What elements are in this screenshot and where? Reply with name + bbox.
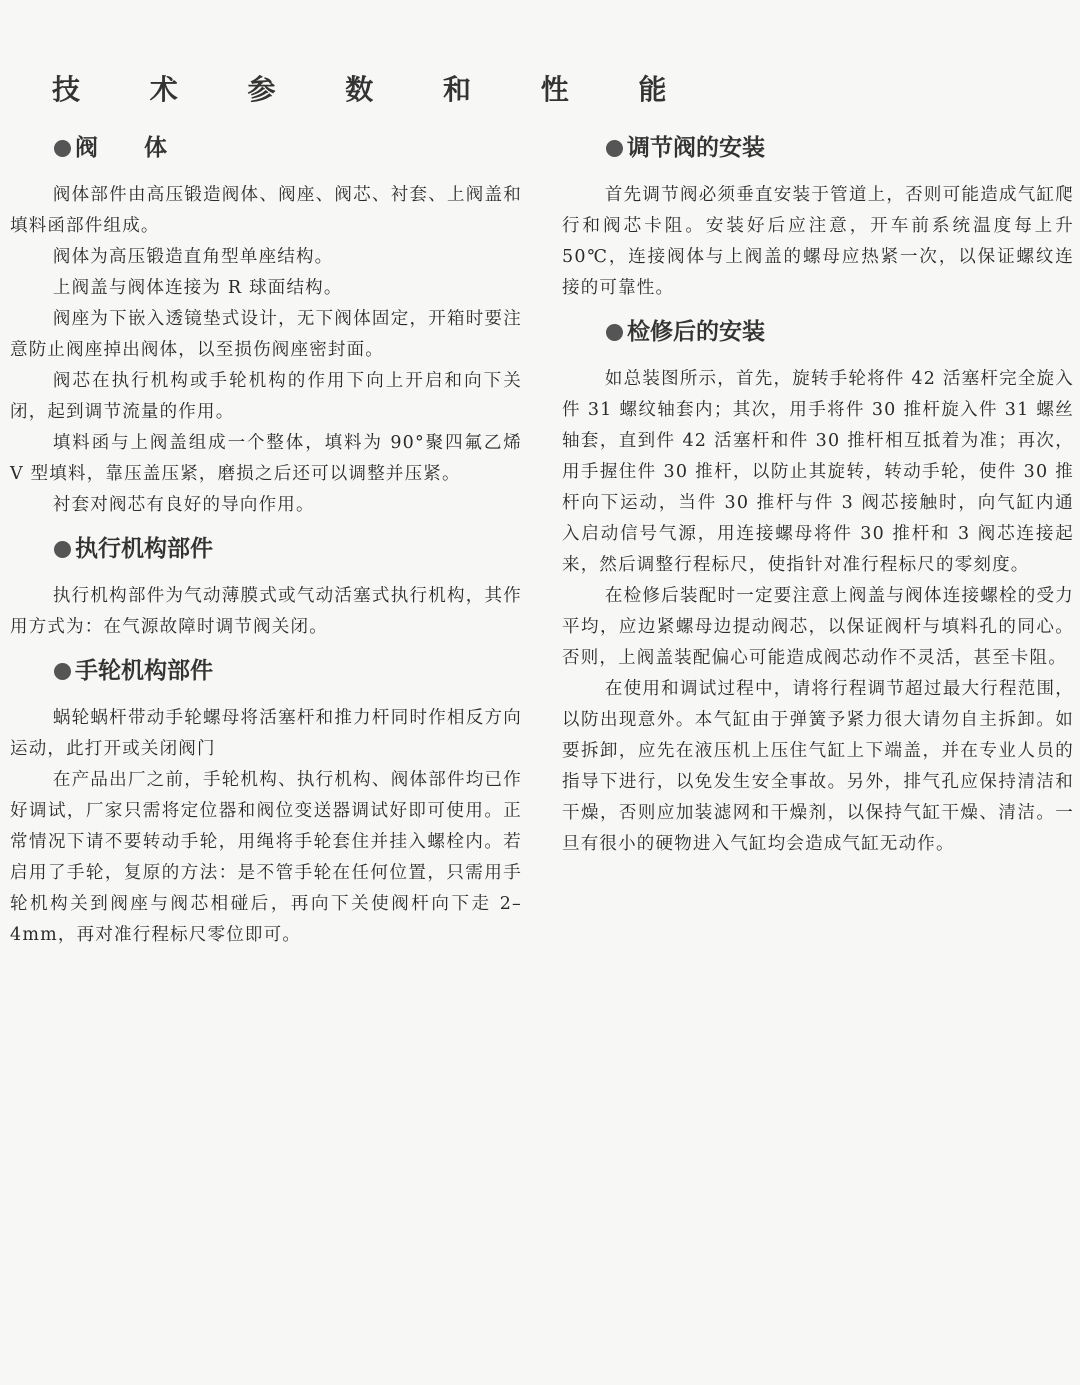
section-heading-text: 检修后的安装 [627,319,765,345]
bullet-icon [54,541,71,558]
section-heading [54,653,522,689]
paragraph: 首先调节阀必须垂直安装于管道上，否则可能造成气缸爬行和阀芯卡阻。安装好后应注意，开车前系统温度每上升 50℃，连接阀体与上阀盖的螺母应热紧一次，以保证螺纹连接的可靠性。 [562,185,1074,298]
section-valve-installation [562,130,1074,304]
paragraph: 在使用和调试过程中，请将行程调节超过最大行程范围，以防出现意外。本气缸由于弹簧予紧力很大请勿自主拆卸。如要拆卸，应先在液压机上压住气缸上下端盖，并在专业人员的指导下进行，以免发生安全事故。另外，排气孔应保持清洁和干燥，否则应加装滤网和干燥剂，以保持气缸干燥、清洁。一旦有很小的硬物进入气缸均会造成气缸无动作。 [562,679,1074,854]
left-column [10,130,522,951]
paragraph: 执行机构部件为气动薄膜式或气动活塞式执行机构，其作用方式为：在气源故障时调节阀关闭。 [10,586,522,637]
section-post-repair-installation [562,314,1074,860]
section-actuator [10,531,522,643]
section-heading-text: 执行机构部件 [75,536,213,562]
page-title: 技 术 参 数 和 性 能 [52,73,697,106]
paragraph: 上阀盖与阀体连接为 R 球面结构。 [52,278,343,298]
section-valve-body [10,130,522,521]
paragraph: 阀芯在执行机构或手轮机构的作用下向上开启和向下关闭，起到调节流量的作用。 [10,371,522,422]
section-heading [54,531,522,567]
bullet-icon [606,324,623,341]
paragraph: 蜗轮蜗杆带动手轮螺母将活塞杆和推力杆同时作相反方向运动，此打开或关闭阀门 [10,708,522,759]
paragraph: 在产品出厂之前，手轮机构、执行机构、阀体部件均已作好调试，厂家只需将定位器和阀位变送器调试好即可使用。正常情况下请不要转动手轮，用绳将手轮套住并挂入螺栓内。若启用了手轮，复原的方法：是不管手轮在任何位置，只需用手轮机构关到阀座与阀芯相碰后，再向下关使阀杆向下走 2–4mm，再对准行程标尺零位即可。 [10,770,522,945]
paragraph: 如总装图所示，首先，旋转手轮将件 42 活塞杆完全旋入件 31 螺纹轴套内；其次，用手将件 30 推杆旋入件 31 螺丝轴套，直到件 42 活塞杆和件 30 推杆相互抵着为准；再次，用手握住件 30 推杆，以防止其旋转，转动手轮，使件 30 推杆向下运动，当件 30 推杆与件 3 阀芯接触时，向气缸内通入启动信号气源，用连接螺母将件 30 推杆和 3 阀芯连接起来，然后调整行程标尺，使指针对准行程标尺的零刻度。 [562,369,1074,575]
paragraph: 填料函与上阀盖组成一个整体，填料为 90°聚四氟乙烯 V 型填料，靠压盖压紧，磨损之后还可以调整并压紧。 [10,433,522,484]
bullet-icon [606,140,623,157]
section-heading-text: 调节阀的安装 [627,135,765,161]
section-heading [54,130,522,166]
paragraph: 阀体为高压锻造直角型单座结构。 [52,247,334,267]
bullet-icon [54,140,71,157]
section-heading [606,314,1074,350]
bullet-icon [54,663,71,680]
paragraph: 阀体部件由高压锻造阀体、阀座、阀芯、衬套、上阀盖和填料函部件组成。 [10,185,522,236]
section-heading-text: 手轮机构部件 [75,658,213,684]
section-handwheel [10,653,522,951]
section-heading-text: 阀 体 [75,135,167,161]
paragraph: 在检修后装配时一定要注意上阀盖与阀体连接螺栓的受力平均，应边紧螺母边提动阀芯，以保证阀杆与填料孔的同心。否则，上阀盖装配偏心可能造成阀芯动作不灵活，甚至卡阻。 [562,586,1074,668]
paragraph: 衬套对阀芯有良好的导向作用。 [52,495,315,515]
paragraph: 阀座为下嵌入透镜垫式设计，无下阀体固定，开箱时要注意防止阀座掉出阀体，以至损伤阀座密封面。 [10,309,522,360]
section-heading [606,130,1074,166]
right-column [562,130,1074,860]
